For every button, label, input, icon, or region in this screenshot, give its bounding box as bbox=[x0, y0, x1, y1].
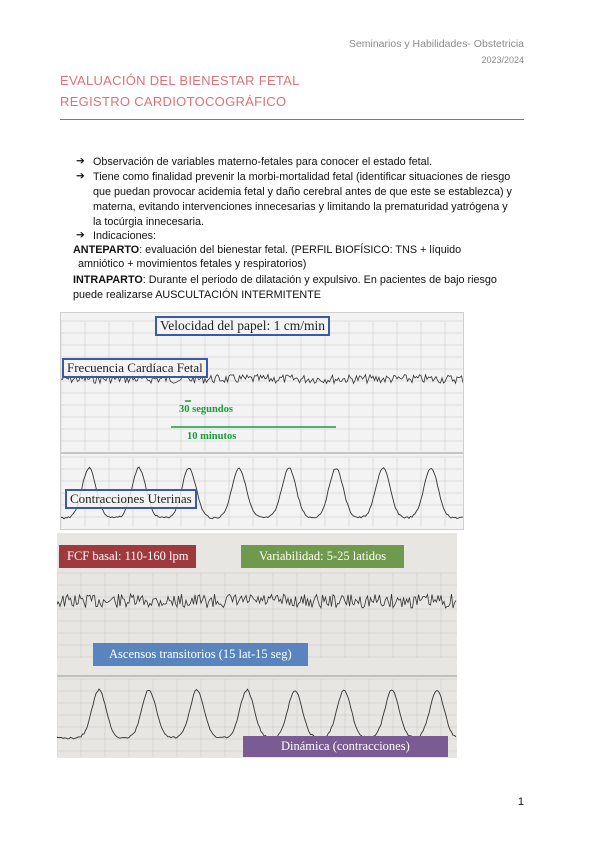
fcf-basal-tag: FCF basal: 110-160 lpm bbox=[59, 545, 196, 568]
header-year: 2023/2024 bbox=[481, 55, 524, 65]
dinamica-tag: Dinámica (contracciones) bbox=[243, 736, 448, 757]
contractions-label: Contracciones Uterinas bbox=[65, 489, 197, 509]
intraparto-line2: puede realizarse AUSCULTACIÓN INTERMITENTE bbox=[73, 289, 321, 301]
intraparto-text: : Durante el periodo de dilatación y expulsivo. En pacientes de bajo riesgo bbox=[142, 274, 497, 286]
bullet-2-line3: materna, evitando intervenciones innecesarias y limitando la prematuridad yatrógena y bbox=[93, 201, 508, 213]
bullet-3: Indicaciones: bbox=[93, 230, 157, 242]
anteparto-text: : evaluación del bienestar fetal. (PERFIL BIOFÍSICO: TNS + líquido bbox=[139, 244, 462, 256]
page-number: 1 bbox=[517, 796, 524, 808]
paper-speed-label: Velocidad del papel: 1 cm/min bbox=[155, 316, 330, 336]
fcf-label: Frecuencia Cardíaca Fetal bbox=[62, 358, 208, 378]
bullet-2-line1: Tiene como finalidad prevenir la morbi-mortalidad fetal (identificar situaciones de riesgo bbox=[93, 171, 511, 183]
ctg-figure-2 bbox=[57, 533, 457, 758]
fhr-trace-2 bbox=[57, 594, 456, 608]
anteparto-line1 bbox=[73, 243, 461, 258]
ten-minutes-label: 10 minutos bbox=[187, 431, 237, 442]
bullet-2-line4: la tocúrgia innecesaria. bbox=[93, 216, 205, 228]
header-course: Seminarios y Habilidades- Obstetricia bbox=[348, 38, 524, 50]
intraparto-label: INTRAPARTO bbox=[73, 274, 143, 286]
ctg-figure-1 bbox=[60, 312, 464, 530]
anteparto-line2: amniótico + movimientos fetales y respiratorios) bbox=[78, 258, 307, 270]
anteparto-label: ANTEPARTO bbox=[73, 244, 140, 256]
page-title: EVALUACIÓN DEL BIENESTAR FETAL bbox=[60, 73, 300, 88]
page-subtitle: REGISTRO CARDIOTOCOGRÁFICO bbox=[60, 94, 287, 109]
bullet-2-line2: que puedan provocar acidemia fetal y daño cerebral antes de que este se establezca) y bbox=[93, 186, 512, 198]
intraparto-line1 bbox=[73, 273, 497, 288]
thirty-seconds-label: 30 segundos bbox=[179, 404, 233, 415]
title-divider bbox=[60, 119, 524, 120]
toco-trace-2 bbox=[57, 689, 456, 739]
arrow-icon: ➔ bbox=[76, 229, 85, 241]
fhr-grid bbox=[61, 321, 463, 451]
arrow-icon: ➔ bbox=[76, 155, 85, 167]
bullet-1: Observación de variables materno-fetales para conocer el estado fetal. bbox=[93, 156, 433, 168]
variability-tag: Variabilidad: 5-25 latidos bbox=[241, 545, 404, 568]
arrow-icon: ➔ bbox=[76, 170, 85, 182]
ascensos-tag: Ascensos transitorios (15 lat-15 seg) bbox=[93, 643, 308, 666]
